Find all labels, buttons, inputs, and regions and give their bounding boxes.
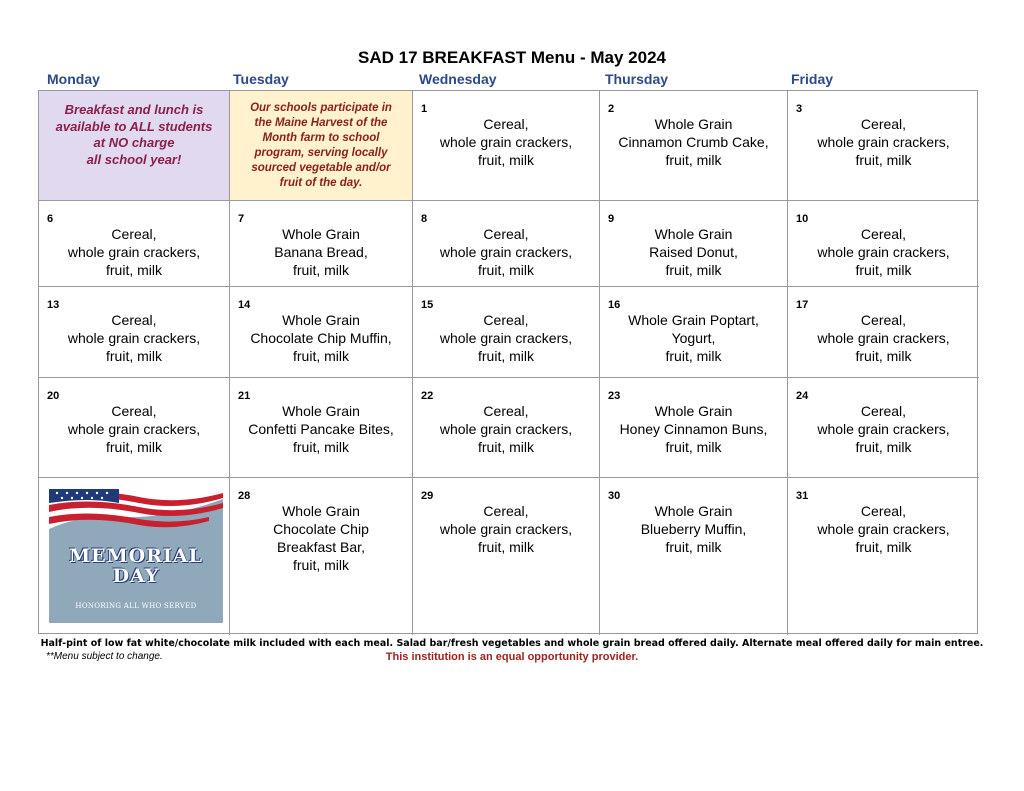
menu-line: Cereal, <box>860 226 907 242</box>
menu-line: fruit, milk <box>665 348 722 364</box>
menu-line: whole grain crackers, <box>67 330 201 346</box>
menu-line: fruit, milk <box>106 439 162 455</box>
menu-items <box>600 502 787 556</box>
menu-line: fruit, milk <box>665 152 722 168</box>
day-cell <box>788 201 979 287</box>
weekday-friday: Friday <box>791 71 834 87</box>
menu-line: Whole Grain <box>654 116 733 132</box>
free-meals-note <box>39 91 230 201</box>
day-number: 9 <box>608 213 615 225</box>
menu-line: fruit, milk <box>855 348 912 364</box>
menu-items <box>788 502 979 556</box>
day-number: 2 <box>608 103 615 115</box>
menu-items <box>788 115 979 169</box>
day-number: 17 <box>796 299 809 311</box>
day-cell <box>600 287 788 378</box>
menu-line: Whole Grain <box>282 312 360 328</box>
day-number: 16 <box>608 299 621 311</box>
day-cell <box>39 201 230 287</box>
menu-line: whole grain crackers, <box>817 134 950 150</box>
menu-line: fruit, milk <box>478 262 534 278</box>
menu-line: Whole Grain <box>282 226 360 242</box>
note-line: all school year! <box>86 151 182 167</box>
memorial-title-line: DAY <box>112 565 160 587</box>
menu-items <box>230 311 412 365</box>
day-cell <box>413 478 600 635</box>
menu-line: Cereal, <box>483 226 529 242</box>
menu-line: fruit, milk <box>855 439 912 455</box>
menu-line: Cereal, <box>483 312 529 328</box>
menu-items <box>413 502 599 556</box>
day-cell <box>413 201 600 287</box>
weekday-monday: Monday <box>47 71 100 87</box>
menu-line: whole grain crackers, <box>67 421 201 437</box>
day-cell <box>600 478 788 635</box>
day-number: 8 <box>421 213 428 225</box>
menu-line: fruit, milk <box>665 539 722 555</box>
day-cell <box>600 378 788 478</box>
menu-items <box>39 225 229 279</box>
weekday-tuesday: Tuesday <box>233 71 289 87</box>
weekday-wednesday: Wednesday <box>419 71 497 87</box>
menu-line: Banana Bread, <box>274 244 368 260</box>
menu-line: Whole Grain <box>654 503 733 519</box>
day-number: 22 <box>421 390 434 402</box>
menu-line: Chocolate Chip <box>273 521 369 537</box>
day-number: 6 <box>47 213 54 225</box>
menu-items <box>230 225 412 279</box>
day-number: 20 <box>47 390 60 402</box>
day-cell <box>39 287 230 378</box>
day-number: 31 <box>796 490 809 502</box>
menu-line: Whole Grain <box>282 403 360 419</box>
menu-line: Whole Grain Poptart, <box>628 312 759 328</box>
memorial-title-line: MEMORIAL <box>69 545 203 567</box>
menu-line: whole grain crackers, <box>817 330 950 346</box>
menu-line: whole grain crackers, <box>817 244 950 260</box>
note-line: at NO charge <box>93 135 175 150</box>
day-cell <box>788 91 979 201</box>
menu-line: fruit, milk <box>293 348 349 364</box>
menu-line: Honey Cinnamon Buns, <box>619 421 768 437</box>
menu-line: Blueberry Muffin, <box>640 521 747 537</box>
menu-line: Cereal, <box>860 503 907 519</box>
menu-items <box>413 311 599 365</box>
day-cell <box>788 478 979 635</box>
menu-line: Chocolate Chip Muffin, <box>250 330 392 346</box>
menu-line: fruit, milk <box>293 262 349 278</box>
day-cell <box>230 378 413 478</box>
note-line: Month farm to school <box>262 132 380 144</box>
menu-line: fruit, milk <box>855 152 912 168</box>
day-number: 28 <box>238 490 251 502</box>
menu-line: fruit, milk <box>106 262 162 278</box>
menu-line: Cereal, <box>483 403 529 419</box>
memorial-title <box>49 546 223 586</box>
harvest-note <box>230 91 413 201</box>
footer-info: Half-pint of low fat white/chocolate milk included with each meal. Salad bar/fresh vegetables and whole grain bread offered daily. Alternate meal offered daily for main entree. <box>40 638 984 649</box>
menu-line: fruit, milk <box>855 539 912 555</box>
weekday-thursday: Thursday <box>605 71 669 87</box>
note-line: sourced vegetable and/or <box>251 162 391 174</box>
menu-line: whole grain crackers, <box>439 330 573 346</box>
footer-equal-opportunity: This institution is an equal opportunity provider. <box>385 651 639 663</box>
menu-line: fruit, milk <box>478 439 534 455</box>
menu-items <box>413 115 599 169</box>
calendar-grid <box>38 90 978 634</box>
menu-line: whole grain crackers, <box>439 134 573 150</box>
menu-items <box>39 311 229 365</box>
menu-items <box>600 115 787 169</box>
day-number: 29 <box>421 490 434 502</box>
menu-line: fruit, milk <box>665 262 722 278</box>
menu-items <box>413 225 599 279</box>
menu-line: Whole Grain <box>654 403 733 419</box>
day-cell <box>413 287 600 378</box>
day-number: 30 <box>608 490 621 502</box>
menu-line: whole grain crackers, <box>817 521 950 537</box>
menu-line: whole grain crackers, <box>439 421 573 437</box>
menu-line: whole grain crackers, <box>439 521 573 537</box>
menu-line: Whole Grain <box>654 226 733 242</box>
menu-items <box>600 225 787 279</box>
menu-line: fruit, milk <box>293 557 349 573</box>
day-cell <box>600 201 788 287</box>
menu-line: fruit, milk <box>665 439 722 455</box>
menu-line: fruit, milk <box>478 152 534 168</box>
day-cell <box>230 287 413 378</box>
day-number: 15 <box>421 299 434 311</box>
menu-line: Cereal, <box>860 116 907 132</box>
menu-items <box>230 402 412 456</box>
memorial-subtitle: HONORING ALL WHO SERVED <box>75 602 197 610</box>
menu-line: Yogurt, <box>671 330 716 346</box>
day-cell <box>413 91 600 201</box>
menu-items <box>788 225 979 279</box>
menu-line: Cereal, <box>860 312 907 328</box>
day-number: 1 <box>421 103 428 115</box>
day-number: 24 <box>796 390 809 402</box>
day-cell <box>413 378 600 478</box>
menu-line: whole grain crackers, <box>817 421 950 437</box>
menu-line: fruit, milk <box>106 348 162 364</box>
menu-line: Cereal, <box>483 503 529 519</box>
menu-line: fruit, milk <box>855 262 912 278</box>
footer-disclaimer: **Menu subject to change. <box>46 651 163 662</box>
day-cell <box>230 478 413 635</box>
note-line: program, serving locally <box>254 147 388 159</box>
menu-line: Breakfast Bar, <box>277 539 365 555</box>
menu-line: Confetti Pancake Bites, <box>248 421 394 437</box>
menu-line: Whole Grain <box>282 503 360 519</box>
day-number: 14 <box>238 299 251 311</box>
menu-items <box>788 402 979 456</box>
day-number: 3 <box>796 103 803 115</box>
day-number: 7 <box>238 213 245 225</box>
day-number: 21 <box>238 390 251 402</box>
menu-line: fruit, milk <box>478 348 534 364</box>
menu-line: whole grain crackers, <box>439 244 573 260</box>
menu-items <box>600 402 787 456</box>
note-line: available to ALL students <box>55 118 213 134</box>
menu-line: Cereal, <box>483 116 529 132</box>
weekday-header <box>0 71 1024 91</box>
page-title: SAD 17 BREAKFAST Menu - May 2024 <box>358 48 666 67</box>
memorial-day-cell <box>39 478 230 635</box>
menu-line: Cereal, <box>111 403 157 419</box>
menu-items <box>413 402 599 456</box>
note-line: Our schools participate in <box>250 102 392 114</box>
menu-items <box>230 502 412 574</box>
menu-items <box>600 311 787 365</box>
menu-items <box>39 402 229 456</box>
menu-line: Cereal, <box>860 403 907 419</box>
day-number: 10 <box>796 213 809 225</box>
menu-items <box>788 311 979 365</box>
menu-line: whole grain crackers, <box>67 244 201 260</box>
note-line: fruit of the day. <box>279 177 363 189</box>
note-line: the Maine Harvest of the <box>254 117 388 129</box>
menu-line: Cinnamon Crumb Cake, <box>618 134 769 150</box>
day-cell <box>600 91 788 201</box>
menu-line: fruit, milk <box>293 439 349 455</box>
day-cell <box>230 201 413 287</box>
day-cell <box>39 378 230 478</box>
day-cell <box>788 287 979 378</box>
day-number: 13 <box>47 299 60 311</box>
memorial-day-image <box>49 489 223 623</box>
day-cell <box>788 378 979 478</box>
menu-line: Cereal, <box>111 226 157 242</box>
menu-line: fruit, milk <box>478 539 534 555</box>
menu-line: Cereal, <box>111 312 157 328</box>
menu-line: Raised Donut, <box>649 244 738 260</box>
note-line: Breakfast and lunch is <box>64 102 204 117</box>
day-number: 23 <box>608 390 621 402</box>
